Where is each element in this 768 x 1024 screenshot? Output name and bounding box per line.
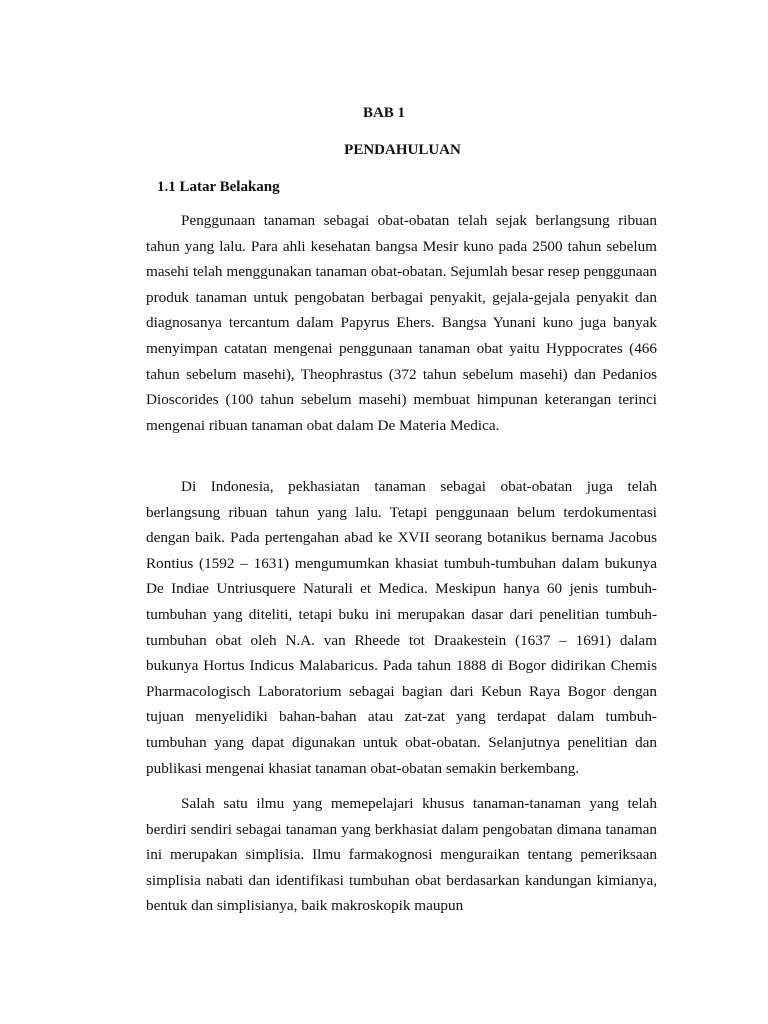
chapter-title: PENDAHULUAN [344,142,461,158]
body-paragraph: Salah satu ilmu yang memepelajari khusus tanaman-tanaman yang telah berdiri sendiri sebagai tanaman yang berkhasiat dalam pengobatan dimana tanaman ini merupakan simplisia. Ilmu farmakognosi menguraikan tentang pemeriksaan simplisia nabati dan identifikasi tumbuhan obat berdasarkan kandungan kimianya, bentuk dan simplisianya, baik makroskopik maupun [146,795,657,915]
body-paragraph: Penggunaan tanaman sebagai obat-obatan telah sejak berlangsung ribuan tahun yang lalu. Para ahli kesehatan bangsa Mesir kuno pada 2500 tahun sebelum masehi telah menggunakan tanaman obat-obatan. Sejumlah besar resep penggunaan produk tanaman untuk pengobatan berbagai penyakit, gejala-gejala penyakit dan diagnosanya tercantum dalam Papyrus Ehers. Bangsa Yunani kuno juga banyak menyimpan catatan mengenai penggunaan tanaman obat yaitu Hyppocrates (466 tahun sebelum masehi), Theophrastus (372 tahun sebelum masehi) dan Pedanios Dioscorides (100 tahun sebelum masehi) membuat himpunan keterangan terinci mengenai ribuan tanaman obat dalam De Materia Medica. [146,212,657,434]
section-heading: 1.1 Latar Belakang [157,179,280,195]
chapter-number: BAB 1 [362,105,406,121]
body-paragraph: Di Indonesia, pekhasiatan tanaman sebagai obat-obatan juga telah berlangsung ribuan tahun yang lalu. Tetapi penggunaan belum terdokumentasi dengan baik. Pada pertengahan abad ke XVII seorang botanikus bernama Jacobus Rontius (1592 – 1631) mengumumkan khasiat tumbuh-tumbuhan dalam bukunya De Indiae Untriusquere Naturali et Medica. Meskipun hanya 60 jenis tumbuh-tumbuhan yang diteliti, tetapi buku ini merupakan dasar dari penelitian tumbuh-tumbuhan obat oleh N.A. van Rheede tot Draakestein (1637 – 1691) dalam bukunya Hortus Indicus Malabaricus. Pada tahun 1888 di Bogor didirikan Chemis Pharmacologisch Laboratorium sebagai bagian dari Kebun Raya Bogor dengan tujuan menyelidiki bahan-bahan atau zat-zat yang terdapat dalam tumbuh-tumbuhan yang dapat digunakan untuk obat-obatan. Selanjutnya penelitian dan publikasi mengenai khasiat tanaman obat-obatan semakin berkembang. [146,478,657,777]
